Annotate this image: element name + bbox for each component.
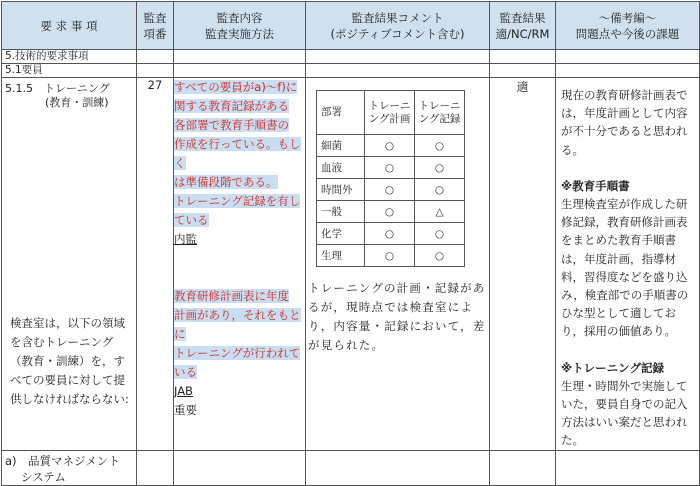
spacer <box>174 249 305 268</box>
record-cell: ○ <box>415 179 465 201</box>
header-result-line1: 監査結果 <box>499 10 546 25</box>
record-cell: ○ <box>415 223 465 245</box>
record-cell: ○ <box>415 157 465 179</box>
remarks-notes <box>556 78 699 450</box>
empty-cell <box>306 64 490 78</box>
section-row-technical <box>2 50 700 64</box>
header-result-line2: 適/NC/RM <box>495 26 550 41</box>
audit-content-a <box>174 78 305 230</box>
audit-table <box>1 1 700 486</box>
table-row <box>317 223 465 245</box>
header-audit <box>174 2 306 50</box>
item-row-training <box>2 78 700 451</box>
header-result <box>490 2 556 50</box>
header-comment <box>306 2 490 50</box>
empty-cell <box>174 450 306 485</box>
audit-method-important: 重要 <box>174 403 197 417</box>
section-personnel: 5.1要員 <box>2 64 137 78</box>
table-row <box>317 179 465 201</box>
remarks-manual-text: 生理検査室が作成した研修記録，教育研修計画表をまとめた教育手順書は，年度計画，指導材料，習得度などを盛り込み，検査部での手順書のひな型として適しており，採用の価値あり。 <box>561 197 689 339</box>
header-audit-line1: 監査内容 <box>216 10 263 25</box>
training-table <box>316 90 465 267</box>
header-remarks-line1: 〜備考編〜 <box>598 10 657 25</box>
audit-line: は準備段階である。 <box>174 175 278 189</box>
audit-line: ている <box>174 213 209 227</box>
header-comment-line2: (ポジティブコメント含む) <box>330 26 465 41</box>
plan-cell: ○ <box>365 179 415 201</box>
empty-cell <box>306 50 490 64</box>
qms-label-line1: a) 品質マネジメント <box>5 453 120 468</box>
audit-method-internal: 内監 <box>174 232 197 246</box>
header-remarks-line2: 問題点や今後の課題 <box>575 26 680 41</box>
plan-cell: ○ <box>365 135 415 157</box>
audit-line: 作成を行っている。もしく <box>174 137 301 170</box>
dept-cell: 細菌 <box>317 135 365 157</box>
item-subtitle: (教育・訓練) <box>45 96 109 109</box>
remarks-record-text: 生理・時間外で実施していた，要員自身での記入方法はいい案だと思われた。 <box>561 378 688 448</box>
header-number-line1: 監査 <box>143 10 167 25</box>
header-audit-line2: 監査実施方法 <box>205 26 274 41</box>
audit-line: 教育研修計画表に年度 <box>174 289 289 303</box>
empty-cell <box>490 450 556 485</box>
item-row-qms <box>2 450 700 485</box>
empty-cell <box>137 450 174 485</box>
comment-cell <box>306 78 490 451</box>
header-number-line2: 項番 <box>143 26 167 41</box>
spacer <box>561 159 695 177</box>
audit-line: トレーニングが行われて <box>174 346 301 360</box>
item-code: 5.1.5 トレーニング <box>5 82 110 95</box>
record-cell: ○ <box>415 245 465 267</box>
section-row-personnel <box>2 64 700 78</box>
audit-number: 27 <box>137 78 174 451</box>
dept-cell: 化学 <box>317 223 365 245</box>
col-record: トレーニング記録 <box>415 91 465 135</box>
audit-line: 各部署で教育手順書の <box>174 118 289 132</box>
empty-cell <box>556 64 700 78</box>
plan-cell: ○ <box>365 157 415 179</box>
audit-result: 適 <box>490 78 556 451</box>
header-row <box>2 2 700 50</box>
header-remarks <box>556 2 700 50</box>
audit-method-cell <box>174 78 306 451</box>
training-table-header <box>317 91 465 135</box>
requirement-heading <box>2 78 136 110</box>
empty-cell <box>137 64 174 78</box>
empty-cell <box>137 50 174 64</box>
dept-cell: 一般 <box>317 201 365 223</box>
audit-comment-text: トレーニングの計画・記録があるが，現時点では検査室により，内容量・記録において，差が見られた。 <box>308 281 486 352</box>
empty-cell <box>490 64 556 78</box>
header-comment-line1: 監査結果コメント <box>351 10 444 25</box>
audit-method-jab: JAB <box>174 384 193 398</box>
audit-line: 計画があり，それをもとに <box>174 308 301 341</box>
spacer <box>561 341 695 359</box>
qms-cell <box>2 450 137 485</box>
empty-cell <box>306 450 490 485</box>
training-table-wrap <box>306 78 489 267</box>
qms-label <box>2 451 136 485</box>
empty-cell <box>556 50 700 64</box>
requirement-cell <box>2 78 137 451</box>
table-row <box>317 157 465 179</box>
record-cell: △ <box>415 201 465 223</box>
plan-cell: ○ <box>365 223 415 245</box>
empty-cell <box>174 50 306 64</box>
audit-line: いる <box>174 365 197 379</box>
header-number <box>137 2 174 50</box>
empty-cell <box>174 64 306 78</box>
table-row <box>317 135 465 157</box>
empty-cell <box>556 450 700 485</box>
col-plan: トレーニング計画 <box>365 91 415 135</box>
plan-cell: ○ <box>365 245 415 267</box>
remarks-heading-record: ※トレーニング記録 <box>561 360 664 375</box>
col-dept: 部署 <box>317 91 365 135</box>
header-requirement-label: 要 求 事 項 <box>40 18 98 33</box>
dept-cell: 生理 <box>317 245 365 267</box>
table-row <box>317 201 465 223</box>
empty-cell <box>490 50 556 64</box>
remarks-intro: 現在の教育研修計画表では，年度計画として内容が不十分であると思われる。 <box>561 88 688 157</box>
remarks-cell <box>556 78 700 451</box>
record-cell: ○ <box>415 135 465 157</box>
audit-line: 関する教育記録がある <box>174 99 289 113</box>
requirement-text: 検査室は，以下の領域を含むトレーニング（教育・訓練）を，すべての要員に対して提供しなければならない: <box>10 316 129 406</box>
spacer <box>174 268 305 287</box>
dept-cell: 時間外 <box>317 179 365 201</box>
plan-cell: ○ <box>365 201 415 223</box>
qms-label-line2: システム <box>21 469 66 484</box>
dept-cell: 血液 <box>317 157 365 179</box>
table-row <box>317 245 465 267</box>
header-requirement <box>2 2 137 50</box>
audit-line: すべての要員がa)〜f)に <box>174 80 298 94</box>
remarks-heading-manual: ※教育手順書 <box>561 178 630 193</box>
section-technical: 5.技術的要求事項 <box>2 50 137 64</box>
audit-content-b <box>174 287 305 382</box>
audit-line: トレーニング記録を有し <box>174 194 301 208</box>
